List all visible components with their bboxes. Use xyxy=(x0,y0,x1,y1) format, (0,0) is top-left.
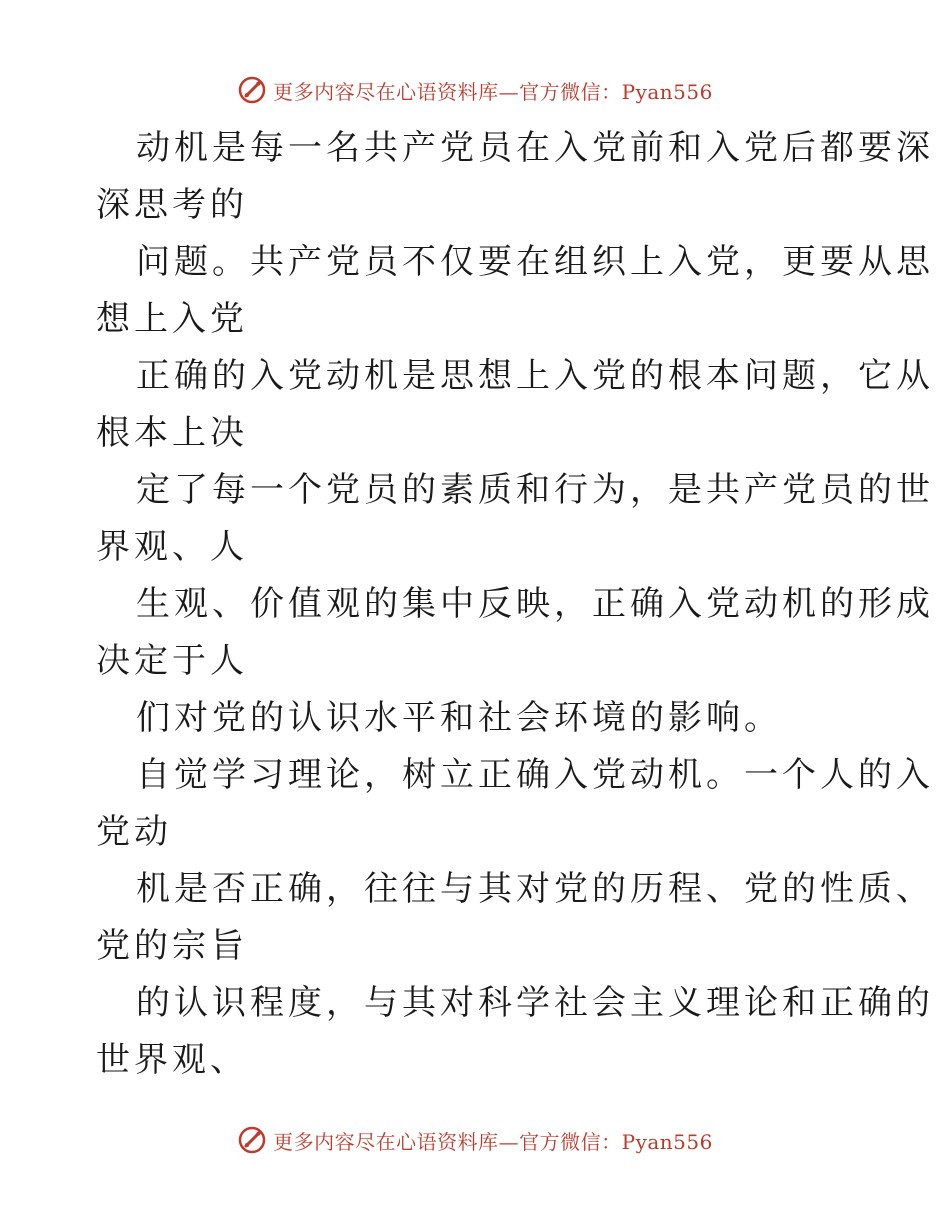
body-line: 深思考的 xyxy=(96,185,248,225)
body-line: 根本上决 xyxy=(96,413,248,453)
body-line: 界观、人 xyxy=(96,527,248,567)
body-line: 问题。共产党员不仅要在组织上入党，更要从思 xyxy=(136,242,934,282)
footer-watermark-text: 更多内容尽在心语资料库—官方微信：Pyan556 xyxy=(273,1129,713,1154)
body-line: 定了每一个党员的素质和行为，是共产党员的世 xyxy=(136,470,934,510)
body-line: 决定于人 xyxy=(96,641,248,681)
body-line: 党的宗旨 xyxy=(96,926,248,966)
body-line: 们对党的认识水平和社会环境的影响。 xyxy=(136,698,782,738)
body-line: 自觉学习理论，树立正确入党动机。一个人的入 xyxy=(136,755,934,795)
body-line: 世界观、 xyxy=(96,1040,248,1080)
body-line: 正确的入党动机是思想上入党的根本问题，它从 xyxy=(136,356,934,396)
body-line: 的认识程度，与其对科学社会主义理论和正确的 xyxy=(136,983,934,1023)
body-line: 机是否正确，往往与其对党的历程、党的性质、 xyxy=(136,869,934,909)
body-line: 党动 xyxy=(96,812,172,852)
brush-logo-icon xyxy=(237,1125,267,1155)
body-line: 动机是每一名共产党员在入党前和入党后都要深 xyxy=(136,128,934,168)
brush-logo-icon xyxy=(237,75,267,105)
body-line: 生观、价值观的集中反映，正确入党动机的形成 xyxy=(136,584,934,624)
header-watermark-text: 更多内容尽在心语资料库—官方微信：Pyan556 xyxy=(273,79,713,104)
header-watermark-banner xyxy=(0,70,950,110)
body-line: 想上入党 xyxy=(96,299,248,339)
footer-watermark-banner xyxy=(0,1120,950,1160)
document-body xyxy=(96,120,934,1089)
